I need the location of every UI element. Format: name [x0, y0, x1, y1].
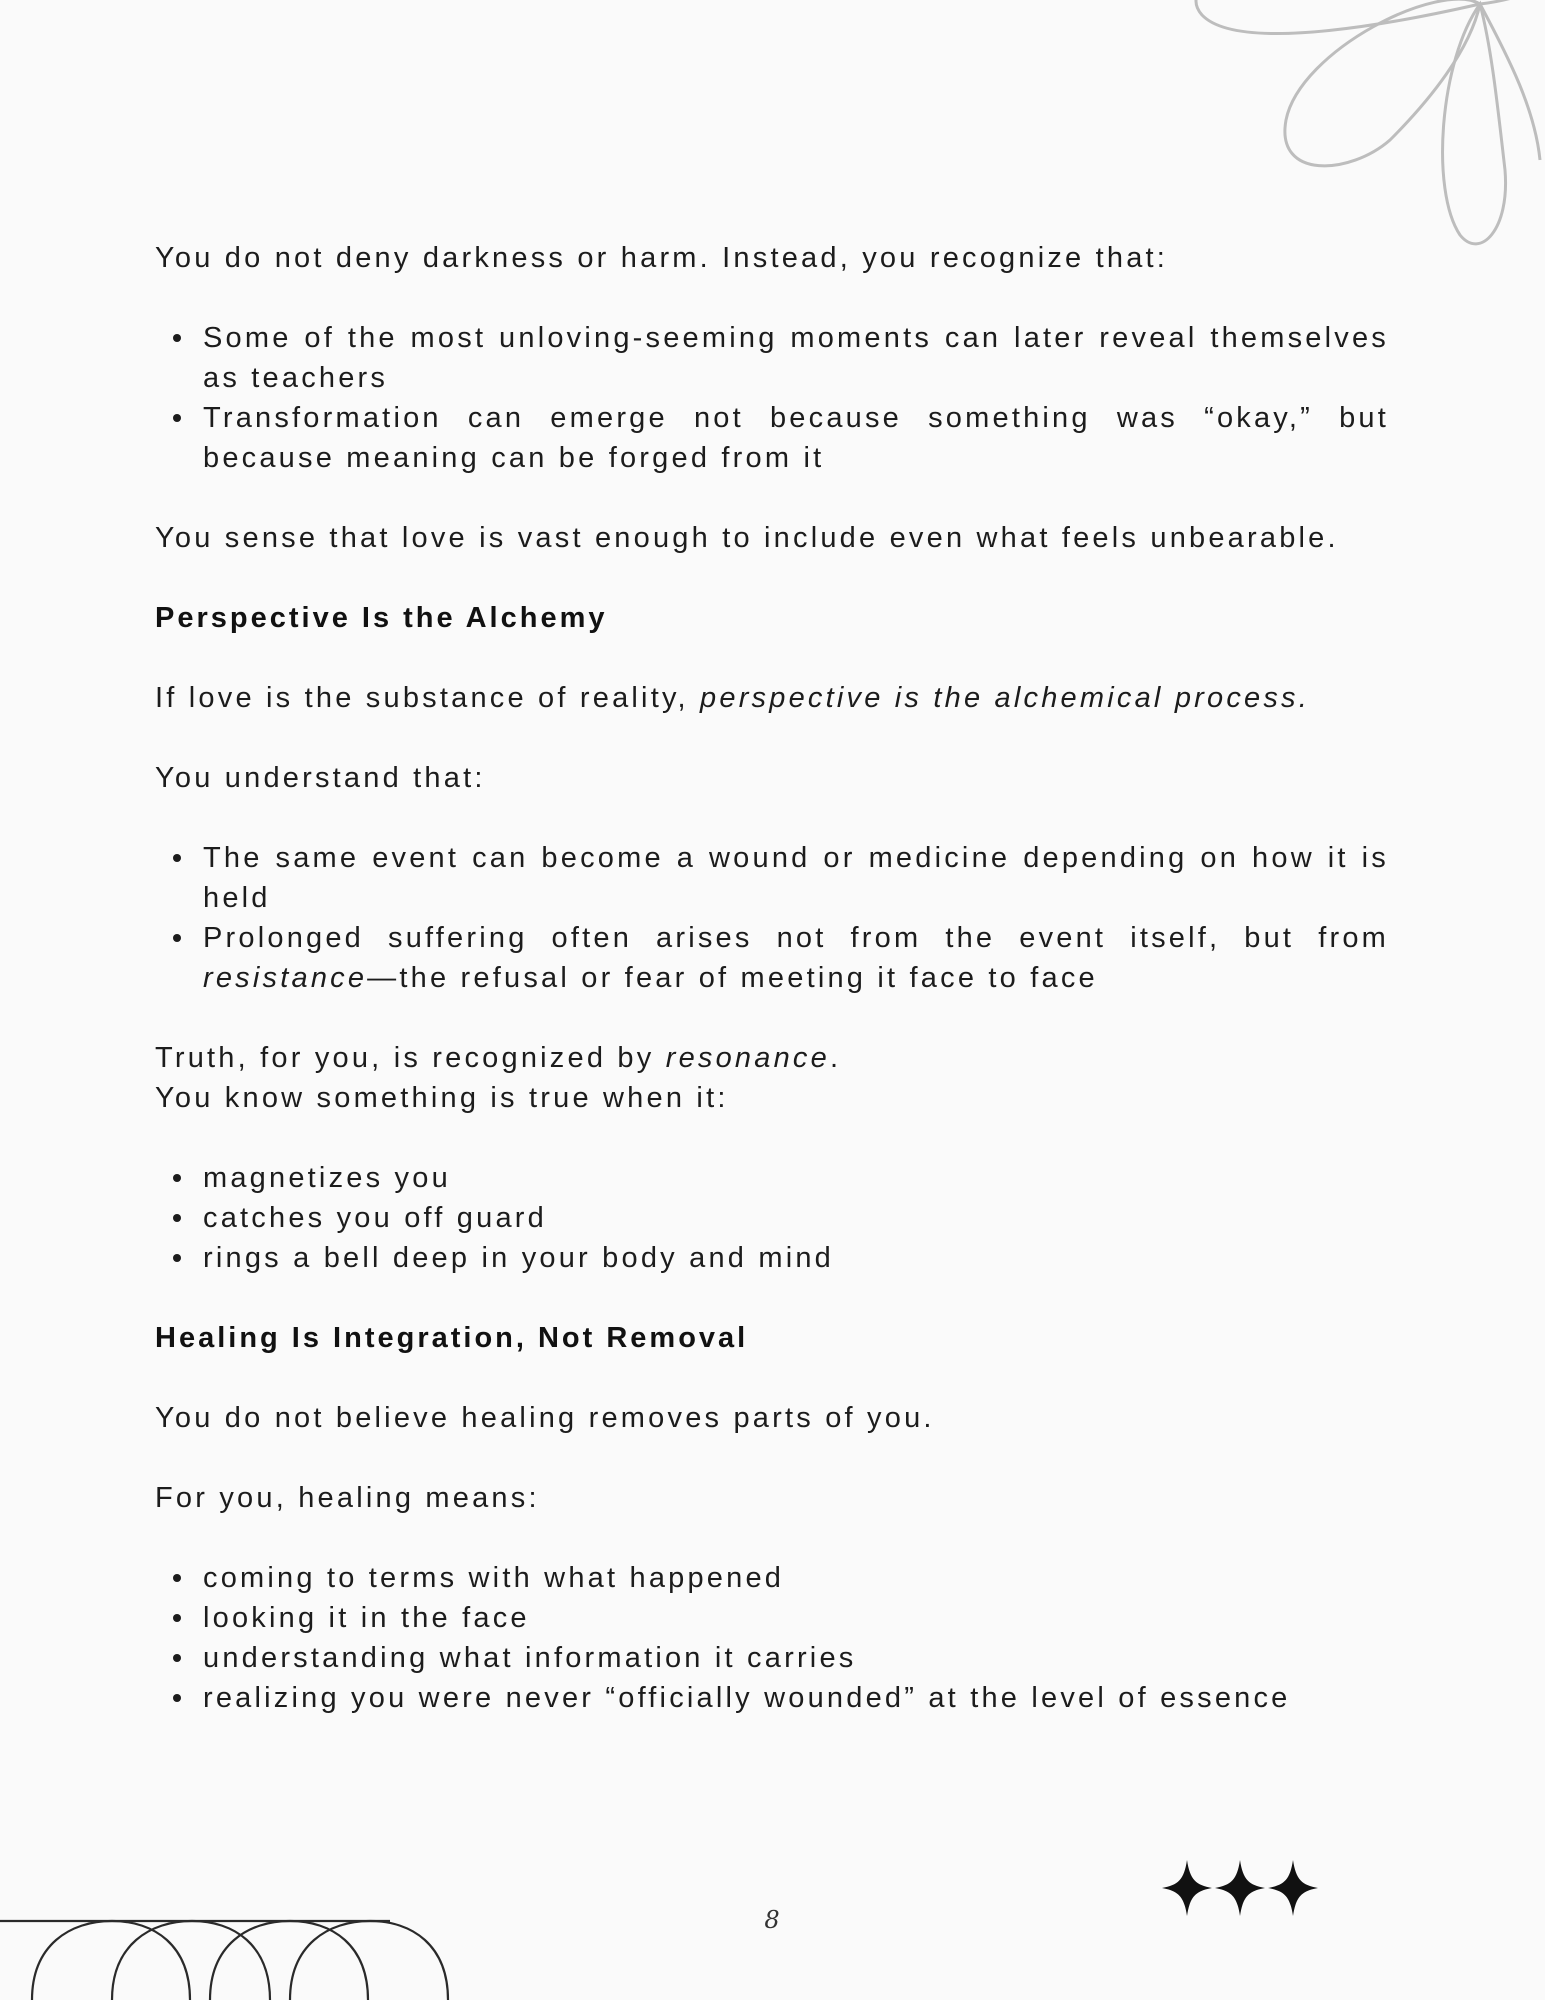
bullet-icon: [173, 1254, 181, 1262]
intro-paragraph: You do not deny darkness or harm. Instead, you recognize that:: [155, 242, 1169, 274]
healing-paragraph-2: For you, healing means:: [155, 1482, 540, 1514]
body-text: [155, 238, 1389, 1758]
bullet-list-healing: [155, 1558, 1389, 1718]
understand-paragraph: You understand that:: [155, 762, 486, 794]
list-item: Transformation can emerge not because something was “okay,” but because meaning can be forged from it: [155, 398, 1389, 478]
list-item: magnetizes you: [155, 1158, 1389, 1198]
bullet-list-understandings: [155, 838, 1389, 998]
bullet-list-truth-signs: [155, 1158, 1389, 1278]
bullet-icon: [173, 1214, 181, 1222]
section-heading-perspective: Perspective Is the Alchemy: [155, 602, 608, 634]
alchemy-paragraph: If love is the substance of reality, perspective is the alchemical process.: [155, 682, 1311, 714]
truth-line-2: You know something is true when it:: [155, 1082, 729, 1114]
list-item: The same event can become a wound or medicine depending on how it is held: [155, 838, 1389, 918]
list-item: rings a bell deep in your body and mind: [155, 1238, 1389, 1278]
bullet-icon: [173, 334, 181, 342]
arches-icon: [0, 1915, 460, 2000]
bullet-icon: [173, 1614, 181, 1622]
list-item: looking it in the face: [155, 1598, 1389, 1638]
bullet-list-recognitions: [155, 318, 1389, 478]
list-item: catches you off guard: [155, 1198, 1389, 1238]
bullet-icon: [173, 414, 181, 422]
bullet-icon: [173, 854, 181, 862]
list-item: Prolonged suffering often arises not from the event itself, but from resistance—the refusal or fear of meeting it face to face: [155, 918, 1389, 998]
stars-icon: [1160, 1858, 1320, 1918]
bullet-icon: [173, 1574, 181, 1582]
page-number: 8: [764, 1906, 780, 1934]
bullet-icon: [173, 1694, 181, 1702]
bullet-icon: [173, 1174, 181, 1182]
healing-paragraph-1: You do not believe healing removes parts of you.: [155, 1402, 935, 1434]
bullet-icon: [173, 934, 181, 942]
truth-paragraph: Truth, for you, is recognized by resonance.: [155, 1042, 842, 1074]
list-item: coming to terms with what happened: [155, 1558, 1389, 1598]
list-item: understanding what information it carries: [155, 1638, 1389, 1678]
list-item: Some of the most unloving-seeming moments can later reveal themselves as teachers: [155, 318, 1389, 398]
section-heading-healing: Healing Is Integration, Not Removal: [155, 1322, 749, 1354]
love-paragraph: You sense that love is vast enough to include even what feels unbearable.: [155, 522, 1339, 554]
list-item: realizing you were never “officially wounded” at the level of essence: [155, 1678, 1389, 1718]
bullet-icon: [173, 1654, 181, 1662]
